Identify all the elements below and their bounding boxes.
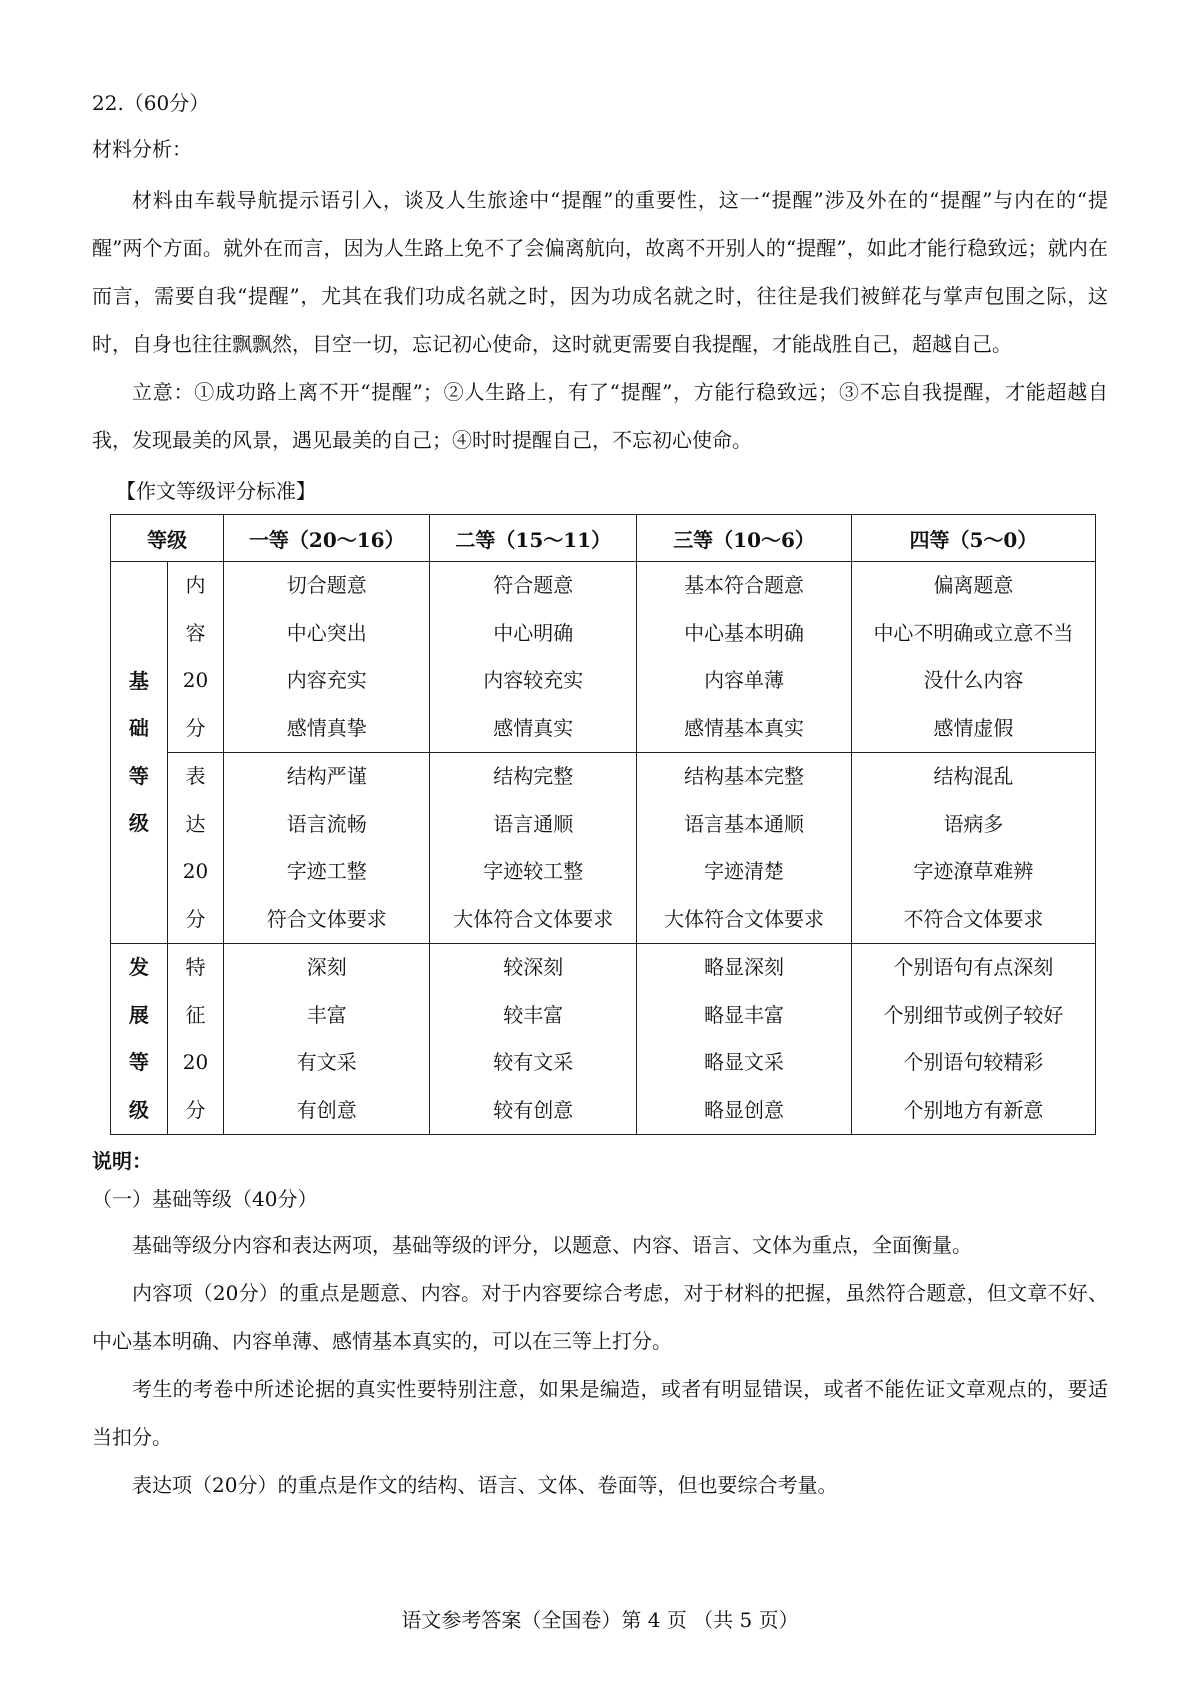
feature-fourth: 个别语句有点深刻 个别细节或例子较好 个别语句较精彩 个别地方有新意 [851,944,1095,1135]
notes-paragraph: 内容项（20分）的重点是题意、内容。对于内容要综合考虑，对于材料的把握，虽然符合题意，但文章不好、中心基本明确、内容单薄、感情基本真实的，可以在三等上打分。 [92,1281,1108,1353]
notes-paragraph: 基础等级分内容和表达两项，基础等级的评分，以题意、内容、语言、文体为重点，全面衡量。 [132,1233,972,1257]
expression-first: 结构严谨 语言流畅 字迹工整 符合文体要求 [224,753,430,944]
page-footer: 语文参考答案（全国卷）第 4 页 （共 5 页） [401,1608,799,1632]
standard-title: 【作文等级评分标准】 [116,479,316,503]
expression-second: 结构完整 语言通顺 字迹较工整 大体符合文体要求 [430,753,637,944]
expression-fourth: 结构混乱 语病多 字迹潦草难辨 不符合文体要求 [851,753,1095,944]
development-level-label: 发 展 等 级 [111,944,168,1135]
material-label: 材料分析： [92,137,192,161]
feature-label: 特 征 20 分 [167,944,224,1135]
grading-table [110,514,1096,1135]
expression-label: 表 达 20 分 [167,753,224,944]
table-header-row [111,515,1096,562]
content-label: 内 容 20 分 [167,562,224,753]
expression-third: 结构基本完整 语言基本通顺 字迹清楚 大体符合文体要求 [637,753,852,944]
content-second: 符合题意 中心明确 内容较充实 感情真实 [430,562,637,753]
feature-second: 较深刻 较丰富 较有文采 较有创意 [430,944,637,1135]
section1-heading: （一）基础等级（40分） [92,1187,318,1211]
feature-third: 略显深刻 略显丰富 略显文采 略显创意 [637,944,852,1135]
notes-heading: 说明： [92,1149,152,1173]
theme-paragraph: 立意：①成功路上离不开“提醒”；②人生路上，有了“提醒”，方能行稳致远；③不忘自我提醒，才能超越自我，发现最美的风景，遇见最美的自己；④时时提醒自己，不忘初心使命。 [92,380,1108,452]
header-first: 一等（20～16） [224,515,430,562]
answer-page [92,90,1108,1509]
content-first: 切合题意 中心突出 内容充实 感情真挚 [224,562,430,753]
header-fourth: 四等（5～0） [851,515,1095,562]
feature-first: 深刻 丰富 有文采 有创意 [224,944,430,1135]
header-grade: 等级 [111,515,224,562]
table-row-content [111,562,1096,753]
material-paragraph: 材料由车载导航提示语引入，谈及人生旅途中“提醒”的重要性，这一“提醒”涉及外在的“提醒”与内在的“提醒”两个方面。就外在而言，因为人生路上免不了会偏离航向，故离不开别人的“提醒”，如此才能行稳致远；就内在而言，需要自我“提醒”，尤其在我们功成名就之时，因为功成名就之时，往往是我们被鲜花与掌声包围之际，这时，自身也往往飘飘然，目空一切，忘记初心使命，这时就更需要自我提醒，才能战胜自己，超越自己。 [92,188,1108,356]
table-row-expression [111,753,1096,944]
table-row-development [111,944,1096,1135]
notes-paragraph: 考生的考卷中所述论据的真实性要特别注意，如果是编造，或者有明显错误，或者不能佐证文章观点的，要适当扣分。 [92,1377,1108,1449]
question-number: 22.（60分） [92,91,210,115]
basic-level-label: 基 础 等 级 [111,562,168,944]
content-third: 基本符合题意 中心基本明确 内容单薄 感情基本真实 [637,562,852,753]
header-third: 三等（10～6） [637,515,852,562]
notes-paragraph: 表达项（20分）的重点是作文的结构、语言、文体、卷面等，但也要综合考量。 [132,1473,838,1497]
header-second: 二等（15～11） [430,515,637,562]
content-fourth: 偏离题意 中心不明确或立意不当 没什么内容 感情虚假 [851,562,1095,753]
